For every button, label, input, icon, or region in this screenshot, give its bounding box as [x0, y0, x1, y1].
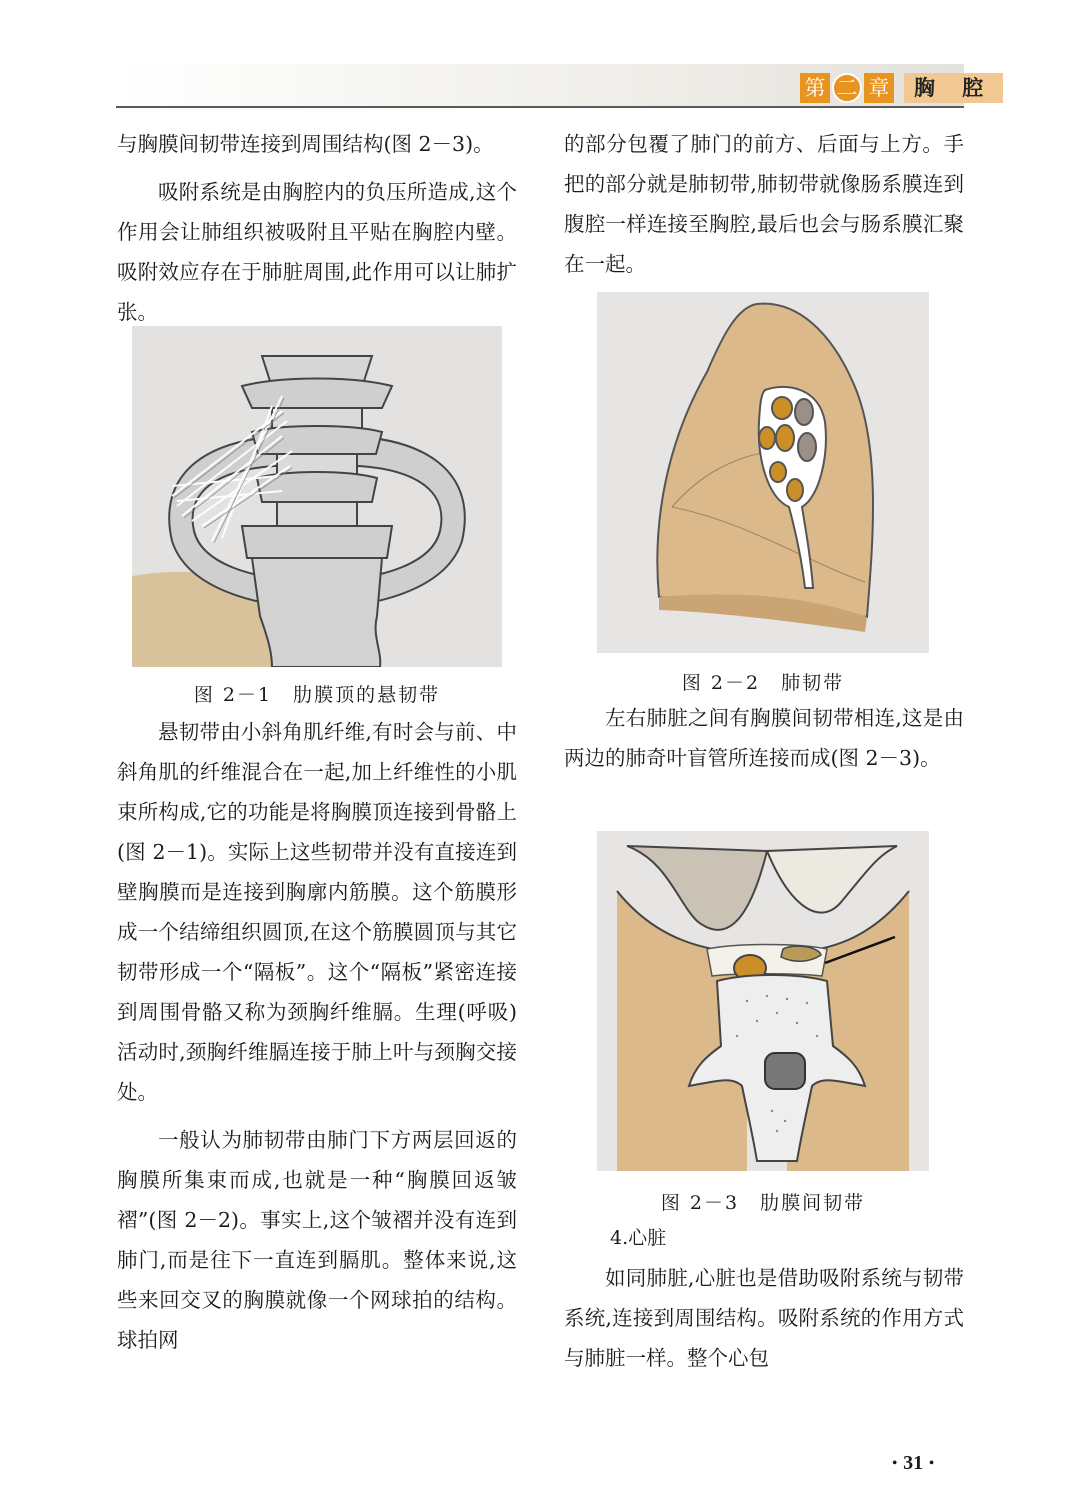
page-number-dot-left: •: [892, 1456, 898, 1472]
figure-2-1: [132, 326, 502, 667]
section-heading: 4.心脏: [610, 1227, 667, 1249]
figure-2-1-illustration: [132, 326, 502, 667]
figure-2-3-caption: 图 2－3 肋膜间韧带: [660, 1192, 866, 1214]
paragraph: 的部分包覆了肺门的前方、后面与上方。手把的部分就是肺韧带,肺韧带就像肠系膜连到腹腔一样连接至胸腔,最后也会与肠系膜汇聚在一起。: [564, 132, 964, 276]
paragraph: 如同肺脏,心脏也是借助吸附系统与韧带系统,连接到周围结构。吸附系统的作用方式与肺脏一样。整个心包: [564, 1266, 964, 1370]
chapter-title: 胸 腔: [904, 73, 1003, 103]
paragraph: 与胸膜间韧带连接到周围结构(图 2－3)。: [117, 132, 494, 156]
figure-2-2: [597, 292, 929, 653]
paragraph: 悬韧带由小斜角肌纤维,有时会与前、中斜角肌的纤维混合在一起,加上纤维性的小肌束所构成,它的功能是将胸膜顶连接到骨骼上(图 2－1)。实际上这些韧带并没有直接连到壁胸膜而是连接到胸廓内筋膜。这个筋膜形成一个结缔组织圆顶,在这个筋膜圆顶与其它韧带形成一个“隔板”。这个“隔板”紧密连接到周围骨骼又称为颈胸纤维膈。生理(呼吸)活动时,颈胸纤维膈连接于肺上叶与颈胸交接处。: [117, 720, 517, 1104]
left-column-bottom: [117, 712, 517, 1360]
right-column-top: [564, 124, 964, 284]
page-number: [886, 1452, 940, 1475]
figure-2-1-caption: 图 2－1 肋膜顶的悬韧带: [193, 684, 441, 706]
left-column-top: [117, 124, 517, 332]
figure-2-2-illustration: [597, 292, 929, 653]
chapter-char-1: 第: [800, 73, 830, 103]
paragraph: 左右肺脏之间有胸膜间韧带相连,这是由两边的肺奇叶盲管所连接而成(图 2－3)。: [564, 706, 964, 770]
chapter-char-3: 章: [864, 73, 894, 103]
paragraph: 一般认为肺韧带由肺门下方两层回返的胸膜所集束而成,也就是一种“胸膜回返皱褶”(图 2－2)。事实上,这个皱褶并没有连到肺门,而是往下一直连到膈肌。整体来说,这些来回交叉的胸膜就像一个网球拍的结构。球拍网: [117, 1128, 517, 1352]
figure-2-2-caption: 图 2－2 肺韧带: [681, 672, 845, 694]
chapter-char-2: 二: [832, 73, 862, 103]
page-number-dot-right: •: [929, 1456, 934, 1472]
page-number-text: 31: [903, 1452, 924, 1474]
right-column-bottom: [564, 1218, 964, 1378]
figure-2-3-illustration: [597, 831, 929, 1171]
figure-2-3: [597, 831, 929, 1171]
paragraph: 吸附系统是由胸腔内的负压所造成,这个作用会让肺组织被吸附且平贴在胸腔内壁。吸附效应存在于肺脏周围,此作用可以让肺扩张。: [117, 180, 517, 324]
right-column-middle: [564, 698, 964, 778]
header-rule: [116, 106, 964, 108]
chapter-tag: [800, 70, 1003, 106]
